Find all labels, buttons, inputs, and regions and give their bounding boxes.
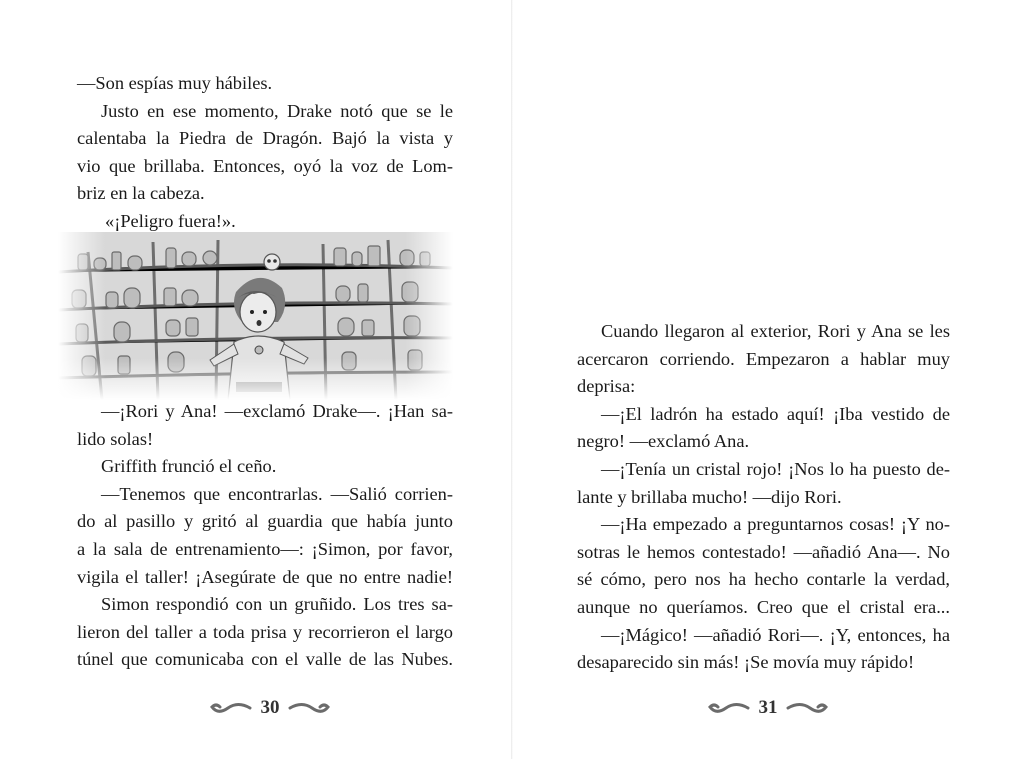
page-number-right (706, 695, 830, 721)
paragraph: —¡Tenía un cristal rojo! ¡Nos lo ha puesto de- lante y brillaba mucho! —dijo Rori. (577, 458, 950, 507)
paragraph: —Tenemos que encontrarlas. —Salió corrien- do al pasillo y gritó al guardia que había junto a la sala de entrenamiento—: ¡Simon, por favor, vigila el taller! ¡Asegúrate de que no entre nadie! (77, 483, 453, 587)
page-number-left (208, 695, 332, 721)
paragraph: —¡Ha empezado a preguntarnos cosas! ¡Y no- sotras le hemos contestado! —añadió Ana—. No sé cómo, pero nos ha hecho contarle la verdad, aunque no queríamos. Creo que el cristal era... (577, 514, 950, 617)
potion-shelf-drawing (58, 232, 453, 400)
right-page (512, 0, 1024, 759)
left-text-block-bottom (77, 398, 453, 674)
paragraph: Cuando llegaron al exterior, Rori y Ana se les acercaron corriendo. Empezaron a hablar muy deprisa: (577, 321, 950, 397)
paragraph: —¡Mágico! —añadió Rori—. ¡Y, entonces, ha desaparecido sin más! ¡Se movía muy rápido! (577, 624, 950, 673)
page-number: 30 (260, 697, 280, 718)
swirl-ornament-icon (706, 697, 750, 719)
shelf-illustration (58, 232, 453, 400)
page-number: 31 (758, 697, 778, 718)
paragraph: Simon respondió con un gruñido. Los tres sa- lieron del taller a toda prisa y recorrieron el largo túnel que comunicaba con el valle de las Nubes. (77, 594, 453, 670)
paragraph: Justo en ese momento, Drake notó que se le calentaba la Piedra de Dragón. Bajó la vista y vio que brillaba. Entonces, oyó la voz de Lom- briz en la cabeza. (77, 100, 453, 204)
swirl-ornament-icon (208, 697, 252, 719)
swirl-ornament-icon (288, 697, 332, 719)
left-text-block-top (77, 70, 453, 236)
paragraph: —¡El ladrón ha estado aquí! ¡Iba vestido de negro! —exclamó Ana. (577, 403, 950, 452)
right-text-block (577, 318, 950, 677)
swirl-ornament-icon (786, 697, 830, 719)
paragraph: —¡Rori y Ana! —exclamó Drake—. ¡Han sa- lido solas! (77, 401, 453, 449)
paragraph: —Son espías muy hábiles. (77, 73, 273, 93)
paragraph: Griffith frunció el ceño. (101, 456, 277, 477)
paragraph: «¡Peligro fuera!». (105, 210, 236, 231)
